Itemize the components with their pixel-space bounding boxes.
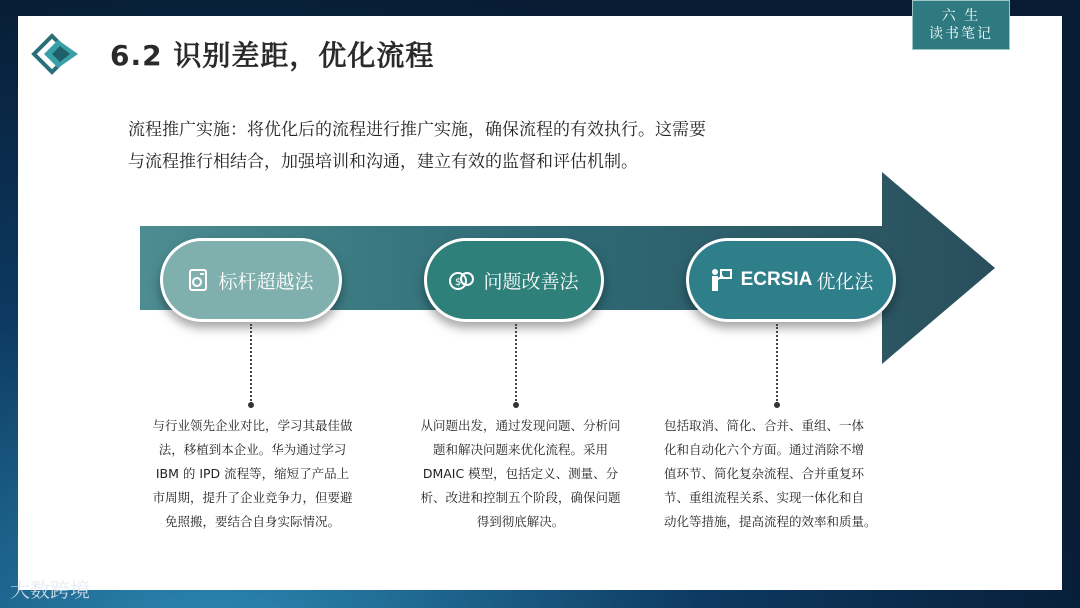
description-line: 析、改进和控制五个阶段，确保问题 bbox=[420, 490, 621, 505]
description-line: 法，移植到本企业。华为通过学习 bbox=[158, 442, 347, 457]
description-line: 得到彻底解决。 bbox=[476, 514, 565, 529]
description-line: 从问题出发，通过发现问题、分析问 bbox=[420, 418, 621, 433]
description-line: IBM 的 IPD 流程等，缩短了产品上 bbox=[155, 466, 350, 481]
description-line: 动化等措施，提高流程的效率和质量。 bbox=[664, 514, 877, 529]
method-label-prefix: ECRSIA bbox=[740, 269, 813, 290]
description-line: 免照搬，要结合自身实际情况。 bbox=[164, 514, 340, 529]
presenter-icon bbox=[709, 267, 733, 293]
method-description-ecrsia bbox=[664, 414, 890, 534]
intro-line-1: 流程推广实施：将优化后的流程进行推广实施，确保流程的有效执行。这需要 bbox=[128, 120, 706, 140]
page-title: 6.2 识别差距，优化流程 bbox=[110, 39, 435, 72]
svg-text:$: $ bbox=[455, 277, 462, 288]
document-chart-icon bbox=[188, 268, 210, 292]
connector-dot bbox=[248, 402, 254, 408]
description-line: 节、重组流程关系、实现一体化和自 bbox=[664, 490, 865, 505]
method-label: 标杆超越法 bbox=[218, 270, 314, 293]
watermark: 大数跨境 bbox=[10, 578, 90, 602]
method-pill-ecrsia[interactable] bbox=[686, 238, 896, 322]
description-line: 化和自动化六个方面。通过消除不增 bbox=[664, 442, 865, 457]
intro-line-2: 与流程推行相结合，加强培训和沟通，建立有效的监督和评估机制。 bbox=[128, 152, 638, 172]
description-line: 与行业领先企业对比，学习其最佳做 bbox=[152, 418, 353, 433]
badge-line-1: 六 生 bbox=[941, 8, 981, 24]
badge-line-2: 读书笔记 bbox=[929, 26, 993, 42]
description-line: 题和解决问题来优化流程。采用 bbox=[432, 442, 608, 457]
description-line: 市周期，提升了企业竞争力，但要避 bbox=[152, 490, 353, 505]
connector-line bbox=[250, 324, 252, 404]
method-description-benchmark bbox=[140, 414, 365, 534]
intro-paragraph bbox=[128, 114, 828, 178]
method-pill-benchmark[interactable] bbox=[160, 238, 342, 322]
method-label: 问题改善法 bbox=[483, 270, 579, 293]
book-notes-badge bbox=[912, 0, 1010, 50]
connector-line bbox=[776, 324, 778, 404]
connector-dot bbox=[774, 402, 780, 408]
diamond-logo-icon bbox=[30, 32, 82, 76]
method-pill-problem-improvement[interactable] bbox=[424, 238, 604, 322]
method-description-problem-improvement bbox=[408, 414, 633, 534]
method-label: 优化法 bbox=[816, 270, 874, 293]
description-line: DMAIC 模型，包括定义、测量、分 bbox=[422, 466, 619, 481]
description-line: 包括取消、简化、合并、重组、一体 bbox=[664, 418, 865, 433]
connector-dot bbox=[513, 402, 519, 408]
connector-line bbox=[515, 324, 517, 404]
coins-icon bbox=[449, 268, 475, 292]
description-line: 值环节、简化复杂流程、合并重复环 bbox=[664, 466, 865, 481]
